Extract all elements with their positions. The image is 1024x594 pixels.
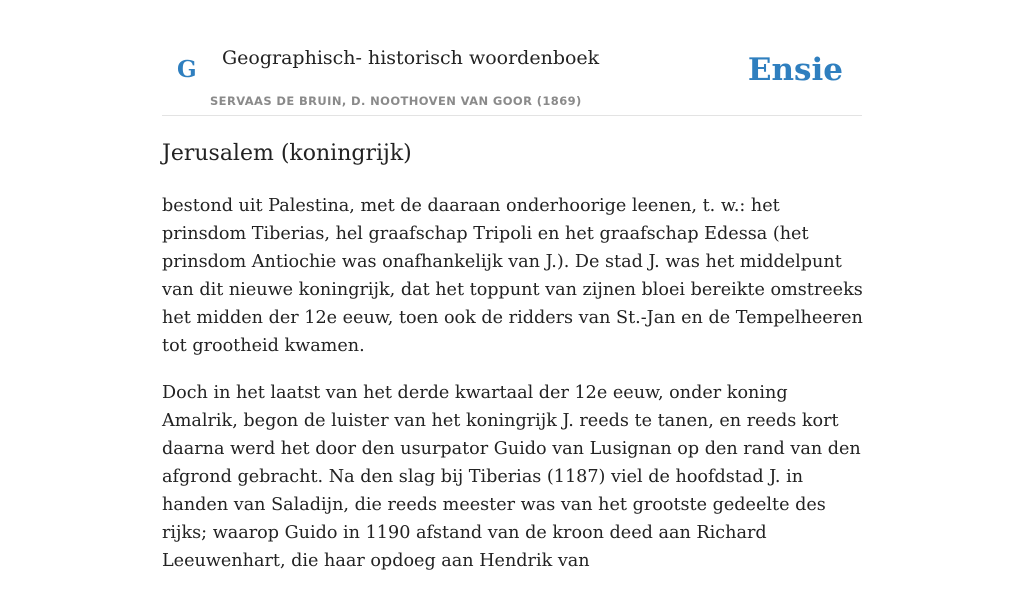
book-logo[interactable]: G bbox=[177, 56, 197, 83]
ensie-logo[interactable]: Ensie bbox=[747, 52, 843, 88]
entry-paragraph: Doch in het laatst van het derde kwartaal der 12e eeuw, onder koning Amalrik, begon de luister van het koningrijk J. reeds te tanen, en reeds kort daarna werd het door den usurpator Guido van Lusignan op den rand van den afgrond gebracht. Na den slag bij Tiberias (1187) viel de hoofdstad J. in handen van Saladijn, die reeds meester was van het grootste gedeelte des rijks; waarop Guido in 1190 afstand van de kroon deed aan Richard Leeuwenhart, die haar opdoeg aan Hendrik van bbox=[162, 383, 861, 571]
page-header bbox=[162, 0, 862, 116]
book-title-link[interactable]: Geographisch- historisch woordenboek bbox=[222, 47, 600, 69]
book-authors: SERVAAS DE BRUIN, D. NOOTHOVEN VAN GOOR (1869) bbox=[210, 94, 582, 108]
entry-paragraph: bestond uit Palestina, met de daaraan onderhoorige leenen, t. w.: het prinsdom Tiberias, hel graafschap Tripoli en het graafschap Edessa (het prinsdom Antiochie was onafhankelijk van J.). De stad J. was het middelpunt van dit nieuwe koningrijk, dat het toppunt van zijnen bloei bereikte omstreeks het midden der 12e eeuw, toen ook de ridders van St.-Jan en de Tempelheeren tot grootheid kwamen. bbox=[162, 196, 863, 356]
entry-body bbox=[162, 192, 864, 594]
entry-title: Jerusalem (koningrijk) bbox=[162, 141, 412, 166]
